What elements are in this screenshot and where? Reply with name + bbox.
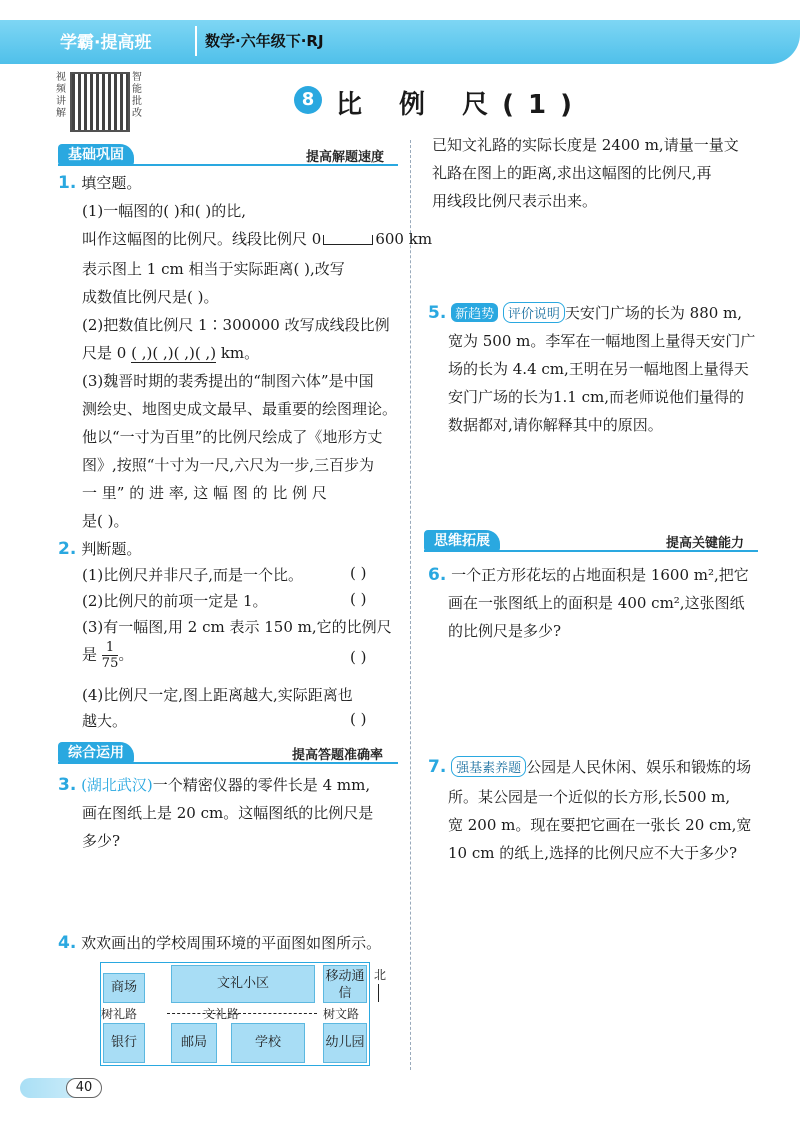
q1-part1-line1: (1)一幅图的( )和( )的比,	[82, 202, 246, 220]
question-7	[428, 756, 751, 777]
column-divider	[410, 140, 411, 1070]
question-2	[58, 538, 141, 559]
question-1	[58, 172, 141, 193]
map-road-right: 树文路	[323, 1007, 360, 1021]
q3-line: 一个精密仪器的零件长是 4 mm,	[152, 776, 371, 794]
q6-line: 一个正方形花坛的占地面积是 1600 m²,把它	[451, 566, 749, 584]
q4-line1: 欢欢画出的学校周围环境的平面图如图所示。	[81, 934, 382, 952]
q1-part2-line1: (2)把数值比例尺 1∶300000 改写成线段比例	[82, 316, 390, 334]
lesson-number-badge: 8	[294, 86, 322, 114]
question-number: 1.	[58, 173, 77, 193]
fraction-denominator: 75	[101, 656, 119, 671]
lesson-title: 比 例 尺(1)	[336, 90, 586, 120]
map-community: 文礼小区	[171, 965, 315, 1003]
q4-cont-line: 用线段比例尺表示出来。	[432, 192, 598, 210]
q1-part2-line2-start: 尺是 0	[82, 344, 127, 362]
q5-first-line: 天安门广场的长为 880 m,	[564, 304, 743, 322]
segment-scale-bar	[323, 235, 373, 245]
q2-item-1-bracket[interactable]: ( )	[350, 564, 367, 582]
map-mall: 商场	[103, 973, 145, 1003]
map-bank: 银行	[103, 1023, 145, 1063]
map-road-left: 树礼路	[101, 1007, 138, 1021]
q2-item-3-end: 。	[118, 645, 134, 664]
q1-part1-line4: 成数值比例尺是( )。	[82, 288, 219, 306]
q1-part3-line: 一 里” 的 进 率, 这 幅 图 的 比 例 尺	[82, 484, 327, 502]
book-title: 数学·六年级下·RJ	[205, 32, 324, 50]
q5-line: 场的长为 4.4 cm,王明在另一幅地图上量得天	[448, 360, 749, 378]
q2-item-3-prefix: 是	[82, 645, 98, 664]
q6-line: 的比例尺是多少?	[448, 622, 562, 640]
q5-line: 宽为 500 m。李军在一幅地图上量得天安门广	[448, 332, 756, 350]
q1-part3-line: 他以“一寸为百里”的比例尺绘成了《地形方丈	[82, 428, 383, 446]
q7-line: 宽 200 m。现在要把它画在一张长 20 cm,宽	[448, 816, 752, 834]
q2-item-3-bracket[interactable]: ( )	[350, 648, 367, 666]
map-post: 邮局	[171, 1023, 217, 1063]
question-number: 3.	[58, 775, 77, 795]
map-kinder: 幼儿园	[323, 1023, 367, 1063]
q1-part2-line2-unit: km。	[220, 344, 260, 362]
map-mobile: 移动通信	[323, 965, 367, 1003]
q2-item-3: (3)有一幅图,用 2 cm 表示 150 m,它的比例尺	[82, 618, 392, 636]
q2-item-1: (1)比例尺并非尺子,而是一个比。	[82, 566, 304, 584]
q5-line: 安门广场的长为1.1 cm,而老师说他们量得的	[448, 388, 745, 406]
map-road-line	[167, 1013, 317, 1014]
question-6	[428, 564, 749, 585]
q1-part3-line: 图》,按照“十寸为一尺,六尺为一步,三百步为	[82, 456, 374, 474]
brand-title: 学霸·提高班	[60, 33, 152, 53]
qr-code-icon[interactable]	[70, 72, 130, 132]
section-subtitle-basic: 提高解题速度	[306, 150, 385, 165]
q2-item-4: (4)比例尺一定,图上距离越大,实际距离也	[82, 686, 353, 704]
q2-item-2: (2)比例尺的前项一定是 1。	[82, 592, 268, 610]
north-arrow-icon	[378, 984, 379, 1002]
question-number: 4.	[58, 933, 77, 953]
map-road-mid: 文礼路	[203, 1007, 240, 1021]
qr-right-label: 智能批改	[132, 72, 142, 119]
question-title: 判断题。	[81, 540, 142, 558]
map-north-label: 北	[374, 968, 387, 982]
page-number: 40	[66, 1078, 102, 1098]
school-area-map	[100, 962, 370, 1066]
header-divider	[195, 26, 197, 56]
tag-foundation: 强基素养题	[451, 756, 526, 777]
q1-part3-line: 是( )。	[82, 512, 129, 530]
section-subtitle-comprehensive: 提高答题准确率	[292, 748, 384, 763]
q4-cont-line: 礼路在图上的距离,求出这幅图的比例尺,再	[432, 164, 712, 182]
qr-left-label: 视频讲解	[56, 72, 66, 119]
question-number: 7.	[428, 757, 447, 777]
q7-line: 10 cm 的纸上,选择的比例尺应不大于多少?	[448, 844, 738, 862]
question-3	[58, 774, 370, 795]
map-school: 学校	[231, 1023, 305, 1063]
question-4	[58, 932, 381, 953]
q1-part3-line: (3)魏晋时期的裴秀提出的“制图六体”是中国	[82, 372, 374, 390]
q7-line: 所。某公园是一个近似的长方形,长500 m,	[448, 788, 731, 806]
q1-part2-line2	[82, 342, 259, 363]
tag-new-trend: 新趋势	[451, 303, 498, 322]
question-5	[428, 302, 742, 323]
q3-line: 多少?	[82, 832, 121, 850]
section-subtitle-thinking: 提高关键能力	[666, 536, 745, 551]
q2-item-2-bracket[interactable]: ( )	[350, 590, 367, 608]
question-source: (湖北武汉)	[81, 776, 153, 794]
q1-part1-line2	[82, 228, 432, 249]
question-number: 5.	[428, 303, 447, 323]
q2-item-3-cont	[82, 640, 133, 671]
q1-part2-segment-blanks: ( ,)( ,)( ,)( ,)	[131, 344, 217, 362]
q5-line: 数据都对,请你解释其中的原因。	[448, 416, 663, 434]
q1-part3	[82, 370, 404, 538]
q3-line: 画在图纸上是 20 cm。这幅图纸的比例尺是	[82, 804, 374, 822]
q2-item-4-cont: 越大。	[82, 712, 128, 730]
q7-first-line: 公园是人民休闲、娱乐和锻炼的场	[526, 758, 752, 776]
q1-part1-line2-text: 叫作这幅图的比例尺。线段比例尺 0	[82, 230, 322, 248]
question-number: 2.	[58, 539, 77, 559]
q1-part1-line3: 表示图上 1 cm 相当于实际距离( ),改写	[82, 260, 345, 278]
question-number: 6.	[428, 565, 447, 585]
q1-part1-scale-end: 600 km	[375, 230, 433, 248]
section-tag-comprehensive: 综合运用	[58, 742, 134, 764]
section-tag-basic: 基础巩固	[58, 144, 134, 166]
q4-cont-line: 已知文礼路的实际长度是 2400 m,请量一量文	[432, 136, 739, 154]
question-title: 填空题。	[81, 174, 142, 192]
tag-evaluation: 评价说明	[503, 302, 565, 323]
fraction-numerator: 1	[102, 640, 119, 656]
q6-line: 画在一张图纸上的面积是 400 cm²,这张图纸	[448, 594, 745, 612]
q1-part3-line: 测绘史、地图史成文最早、最重要的绘图理论。	[82, 400, 398, 418]
section-tag-thinking: 思维拓展	[424, 530, 500, 552]
q2-item-4-bracket[interactable]: ( )	[350, 710, 367, 728]
